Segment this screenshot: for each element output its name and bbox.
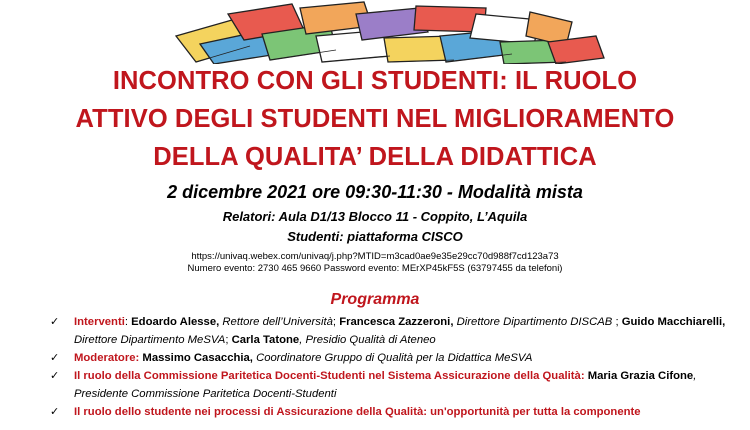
- title-line-1: INCONTRO CON GLI STUDENTI: IL RUOLO: [112, 67, 638, 95]
- relatori-line: Relatori: Aula D1/13 Blocco 11 - Coppito, L’Aquila: [222, 209, 528, 224]
- venue-info: [0, 207, 750, 247]
- check-icon: ✓: [50, 405, 60, 418]
- studenti-line: Studenti: piattaforma CISCO: [287, 229, 463, 244]
- event-credentials: Numero evento: 2730 465 9660 Password evento: MErXP45kF5S (63797455 da telefoni): [187, 263, 563, 274]
- list-item: ✓ Moderatore: Massimo Casacchia, Coordinatore Gruppo di Qualità per la Didattica MeSVA: [50, 349, 740, 367]
- check-icon: ✓: [50, 351, 60, 364]
- list-item: ✓ Il ruolo dello studente nei processi di Assicurazione della Qualità: un'opportunità per tutta la componente: [50, 403, 740, 421]
- webex-link[interactable]: https://univaq.webex.com/univaq/j.php?MTID=m3cad0ae9e35e29cc70d988f7cd123a73: [191, 251, 559, 262]
- programma-heading: Programma: [330, 291, 420, 308]
- list-item: ✓ Il ruolo della Commissione Paritetica Docenti-Studenti nel Sistema Assicurazione della Qualità: Maria Grazia Cifone, Presidente Commissione Paritetica Docenti-Studenti: [50, 369, 697, 400]
- check-icon: ✓: [50, 369, 60, 382]
- list-item: ✓ Interventi: Edoardo Alesse, Rettore dell’Università; Francesca Zazzeroni, Direttore Dipartimento DISCAB ; Guido Macchiarelli, Direttore Dipartimento MeSVA; Carla Tatone, Presidio Qualità di Ateneo: [50, 315, 726, 346]
- title-line-2: ATTIVO DEGLI STUDENTI NEL MIGLIORAMENTO: [75, 105, 675, 133]
- books-illustration: [0, 0, 750, 64]
- event-date: 2 dicembre 2021 ore 09:30-11:30 - Modalità mista: [167, 182, 583, 202]
- check-icon: ✓: [50, 315, 60, 328]
- title-line-3: DELLA QUALITA’ DELLA DIDATTICA: [153, 143, 597, 171]
- program-list: [50, 313, 740, 421]
- event-title: [0, 62, 750, 176]
